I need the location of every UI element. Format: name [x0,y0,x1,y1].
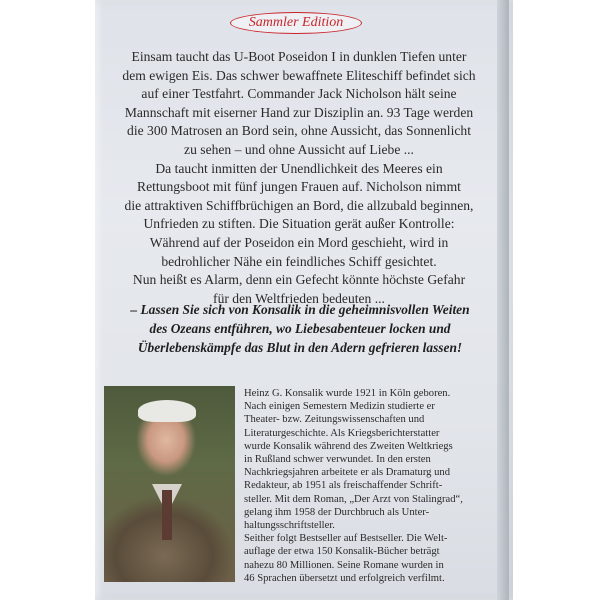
blurb-line: Mannschaft mit eiserner Hand zur Disziplin an. 93 Tage werden [124,104,474,120]
author-photo [104,386,235,582]
tagline-line: des Ozeans entführen, wo Liebesabenteuer locken und [149,321,451,336]
bio-line: Theater- bzw. Zeitungswissenschaften und [244,414,425,426]
blurb-line: die attraktiven Schiffbrüchigen an Bord, die allzubald beginnen, [124,197,474,213]
bio-line: Nach einigen Semestern Medizin studierte er [244,401,435,413]
bio-line: Heinz G. Konsalik wurde 1921 in Köln geboren. [244,388,451,399]
bio-line: nahezu 80 Millionen. Seine Romane wurden in [244,559,444,571]
bio-line: gelang ihm 1958 der Durchbruch als Unter- [244,506,430,518]
author-photo-tie [162,490,172,540]
tagline-line: – Lassen Sie sich von Konsalik in die geheimnisvollen Weiten [130,302,470,317]
bio-line: Nachkriegsjahren arbeitete er als Dramaturg und [244,467,450,479]
blurb-line: Da taucht inmitten der Unendlichkeit des Meeres ein [155,160,443,176]
sammler-edition-badge: Sammler Edition [230,12,362,34]
bio-line: Literaturgeschichte. Als Kriegsberichterstatter [244,427,440,439]
bio-line: Seither folgt Bestseller auf Bestseller. Die Welt- [244,533,448,545]
bio-line: auflage der etwa 150 Konsalik-Bücher beträgt [244,546,440,558]
blurb-line: Während auf der Poseidon ein Mord geschieht, wird in [149,234,449,250]
author-bio [244,387,502,585]
bio-line: in Rußland schwer verwundet. In den ersten [244,454,431,466]
blurb-line: dem ewigen Eis. Das schwer bewaffnete Eliteschiff befindet sich [122,67,476,83]
bio-line: wurde Konsalik während des Zweiten Weltkriegs [244,440,453,452]
blurb-line: Rettungsboot mit fünf jungen Frauen auf. Nicholson nimmt [137,179,461,195]
bio-line: steller. Mit dem Roman, „Der Arzt von Stalingrad“, [244,493,463,505]
blurb-line: Unfrieden zu stiften. Die Situation gerät außer Kontrolle: [143,216,455,232]
tagline-line: Überlebenskämpfe das Blut in den Adern gefrieren lassen! [137,340,463,355]
bio-line: Redakteur, ab 1951 als freischaffender Schrift- [244,480,443,492]
blurb-line: für den Weltfrieden bedeuten ... [213,290,385,306]
blurb-line: Nun heißt es Alarm, denn ein Gefecht könnte höchste Gefahr [132,272,466,288]
bio-line: haltungsschriftsteller. [244,520,335,532]
blurb-line: die 300 Matrosen an Bord sein, ohne Aussicht, das Sonnenlicht [127,123,471,139]
bio-line: 46 Sprachen übersetzt und erfolgreich verfilmt. [244,572,445,584]
blurb-line: auf einer Testfahrt. Commander Jack Nicholson hält seine [141,86,457,102]
tagline-text [110,300,490,357]
blurb-line: zu sehen – und ohne Aussicht auf Liebe ... [184,141,414,157]
blurb-line: bedrohlicher Nähe ein feindliches Schiff gesichtet. [161,253,437,269]
blurb-text [112,48,486,308]
blurb-line: Einsam taucht das U-Boot Poseidon I in dunklen Tiefen unter [131,49,467,64]
author-photo-hair [138,400,196,422]
